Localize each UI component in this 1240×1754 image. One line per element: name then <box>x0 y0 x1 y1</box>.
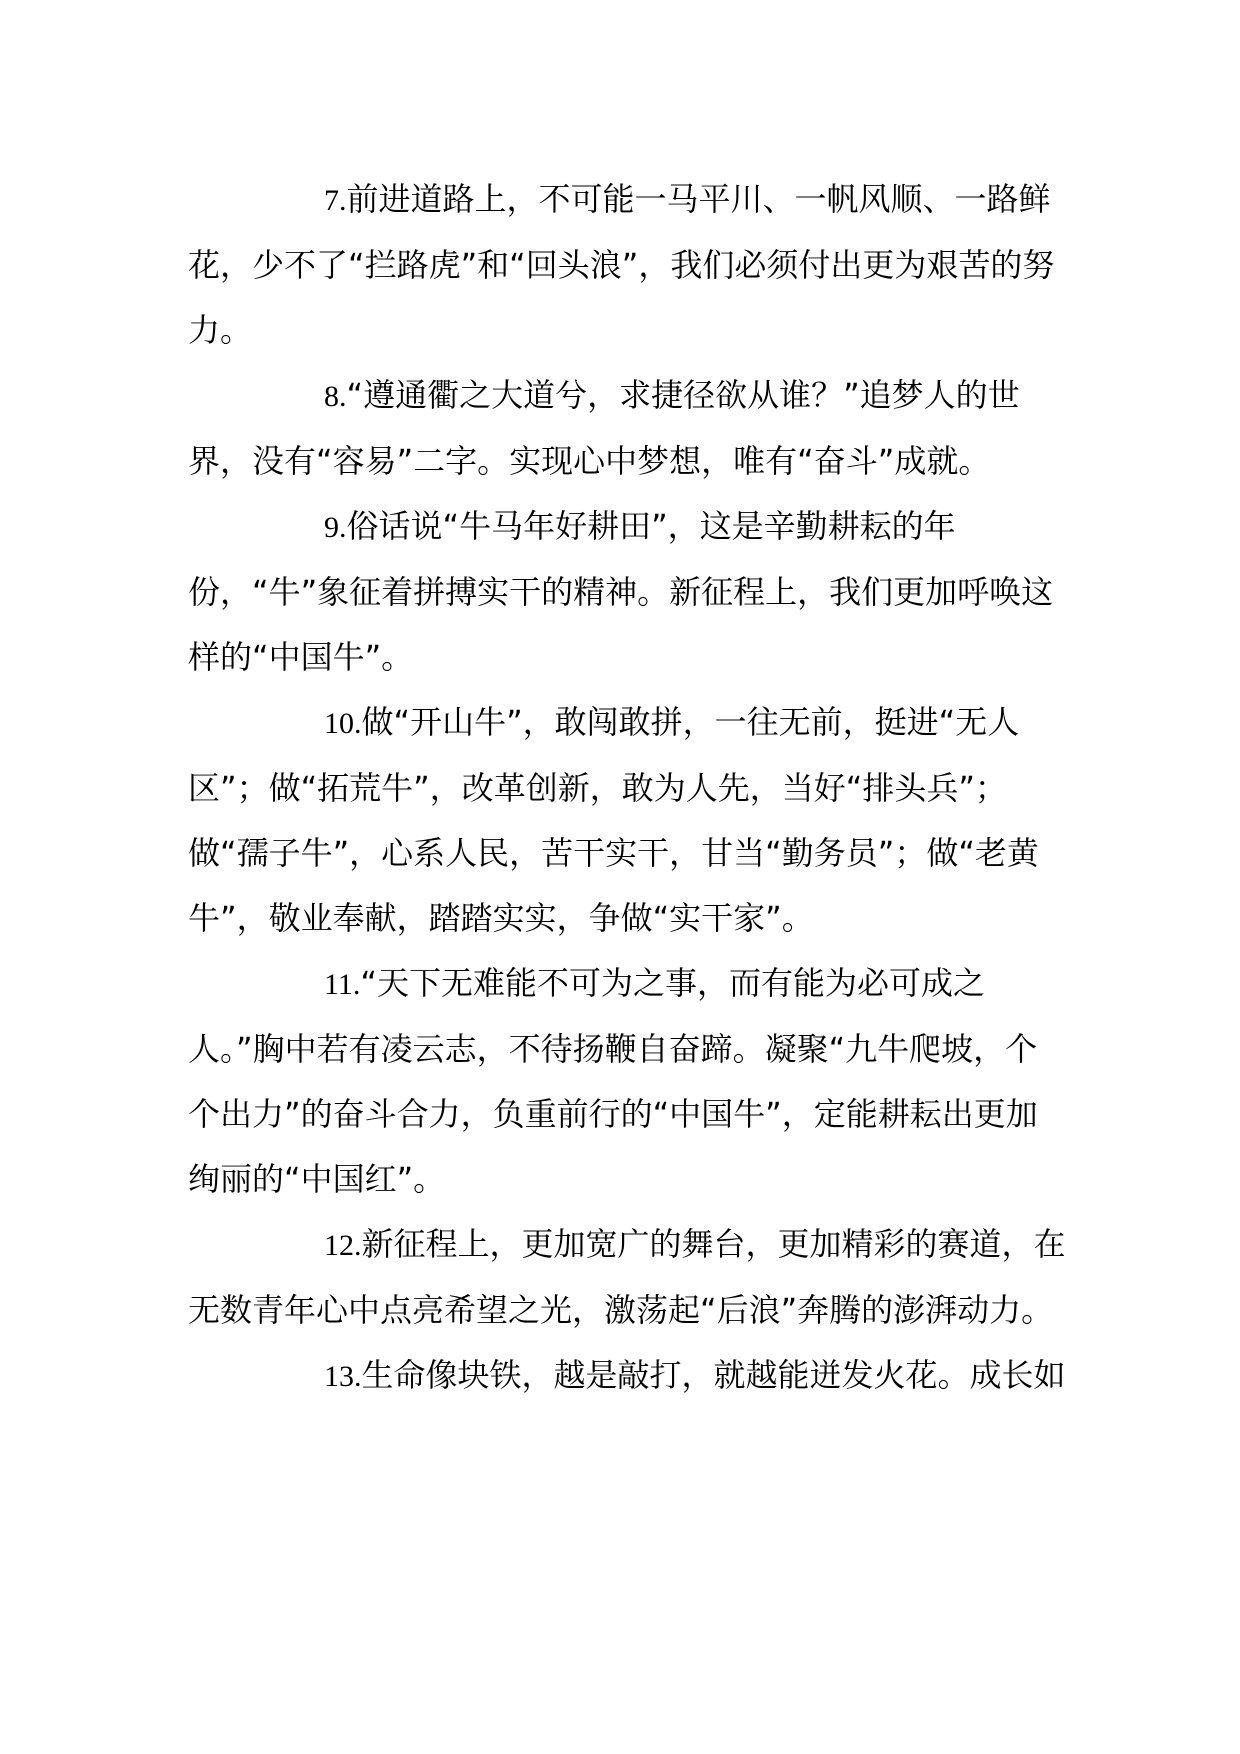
paragraph-text: 前进道路上，不可能一马平川、一帆风顺、一路鲜花，少不了“拦路虎”和“回头浪”，我们必须付出更为艰苦的努力。 <box>188 180 1055 349</box>
paragraph-11 <box>188 951 1068 1212</box>
paragraph-text: “遵通衢之大道兮，求捷径欲从谁？”追梦人的世界，没有“容易”二字。实现心中梦想，唯有“奋斗”成就。 <box>188 376 1020 480</box>
paragraph-number: 12. <box>324 1229 362 1262</box>
document-body <box>188 167 1068 1409</box>
paragraph-number: 10. <box>324 707 362 740</box>
paragraph-8 <box>188 363 1068 494</box>
paragraph-7 <box>188 167 1068 363</box>
paragraph-text: 新征程上，更加宽广的舞台，更加精彩的赛道，在无数青年心中点亮希望之光，激荡起“后浪”奔腾的澎湃动力。 <box>188 1225 1066 1329</box>
paragraph-9 <box>188 494 1068 690</box>
paragraph-text: 生命像块铁，越是敲打，就越能迸发火花。成长如 <box>361 1356 1066 1394</box>
paragraph-text: 做“开山牛”，敢闯敢拼，一往无前，挺进“无人区”；做“拓荒牛”，改革创新，敢为人先，当好“排头兵”；做“孺子牛”，心系人民，苦干实干，甘当“勤务员”；做“老黄牛”，敬业奉献，踏踏实实，争做“实干家”。 <box>188 703 1039 937</box>
paragraph-number: 8. <box>324 380 347 413</box>
paragraph-10 <box>188 690 1068 951</box>
paragraph-text: “天下无难能不可为之事，而有能为必可成之人。”胸中若有凌云志，不待扬鞭自奋蹄。凝聚“九牛爬坡，个个出力”的奋斗合力，负重前行的“中国牛”，定能耕耘出更加绚丽的“中国红”。 <box>188 964 1038 1198</box>
paragraph-12 <box>188 1212 1068 1343</box>
paragraph-number: 11. <box>324 968 361 1001</box>
paragraph-text: 俗话说“牛马年好耕田”，这是辛勤耕耘的年份，“牛”象征着拼搏实干的精神。新征程上，我们更加呼唤这样的“中国牛”。 <box>188 507 1054 676</box>
paragraph-number: 9. <box>324 511 347 544</box>
paragraph-number: 7. <box>324 184 347 217</box>
paragraph-13 <box>188 1343 1068 1409</box>
paragraph-number: 13. <box>324 1360 362 1393</box>
